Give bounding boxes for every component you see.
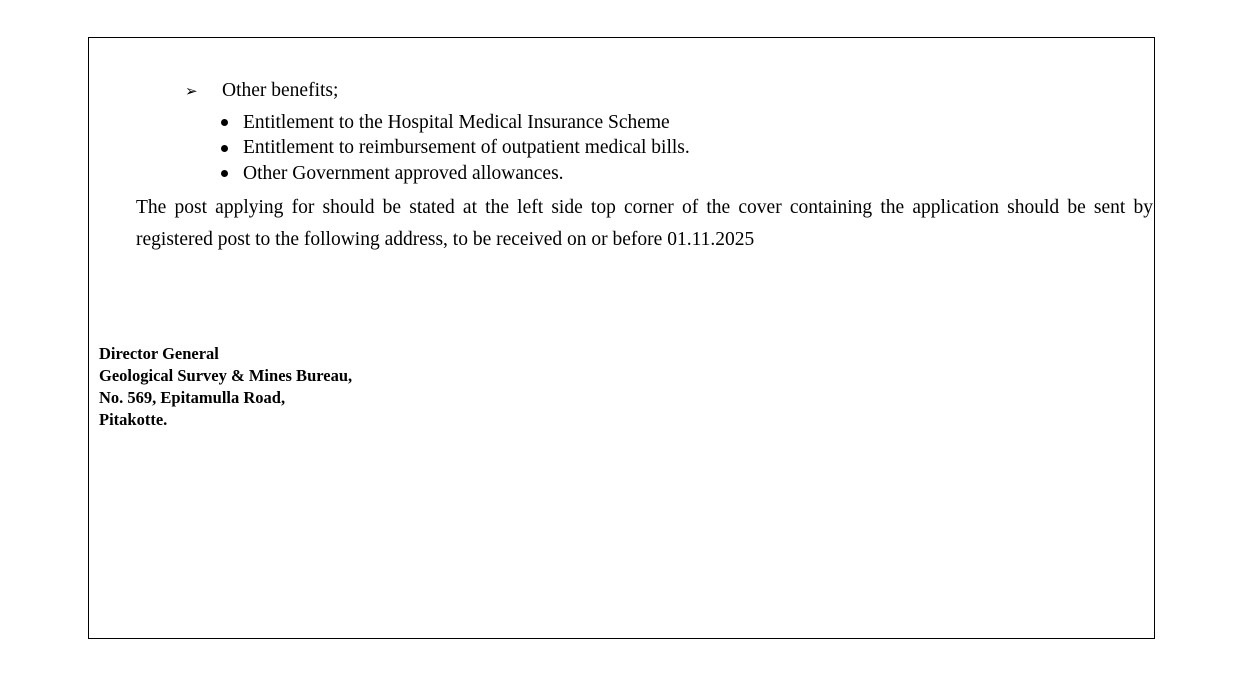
address-line-street: No. 569, Epitamulla Road, bbox=[99, 388, 286, 407]
address-line-organization: Geological Survey & Mines Bureau, bbox=[99, 366, 353, 385]
application-instructions-paragraph: The post applying for should be stated at the left side top corner of the cover containing the application should be sent by registered post to the following address, to be received on or before 01.11.2025 bbox=[136, 197, 1153, 250]
list-item-text: Other Government approved allowances. bbox=[243, 162, 564, 184]
list-item bbox=[221, 161, 690, 187]
list-item-text: Entitlement to the Hospital Medical Insurance Scheme bbox=[243, 111, 670, 133]
document-page bbox=[88, 37, 1155, 639]
list-item bbox=[221, 110, 690, 136]
benefits-heading-text: Other benefits; bbox=[222, 80, 339, 101]
bullet-dot-icon bbox=[221, 119, 228, 126]
address-line-city: Pitakotte. bbox=[99, 410, 168, 429]
arrowhead-bullet-icon: ➢ bbox=[185, 82, 198, 100]
mailing-address bbox=[99, 343, 352, 431]
list-item-text: Entitlement to reimbursement of outpatient medical bills. bbox=[243, 137, 690, 159]
benefits-heading bbox=[185, 78, 338, 104]
list-item bbox=[221, 136, 690, 162]
address-line-title: Director General bbox=[99, 344, 219, 363]
bullet-dot-icon bbox=[221, 170, 228, 177]
benefits-list bbox=[221, 110, 690, 187]
bullet-dot-icon bbox=[221, 145, 228, 152]
